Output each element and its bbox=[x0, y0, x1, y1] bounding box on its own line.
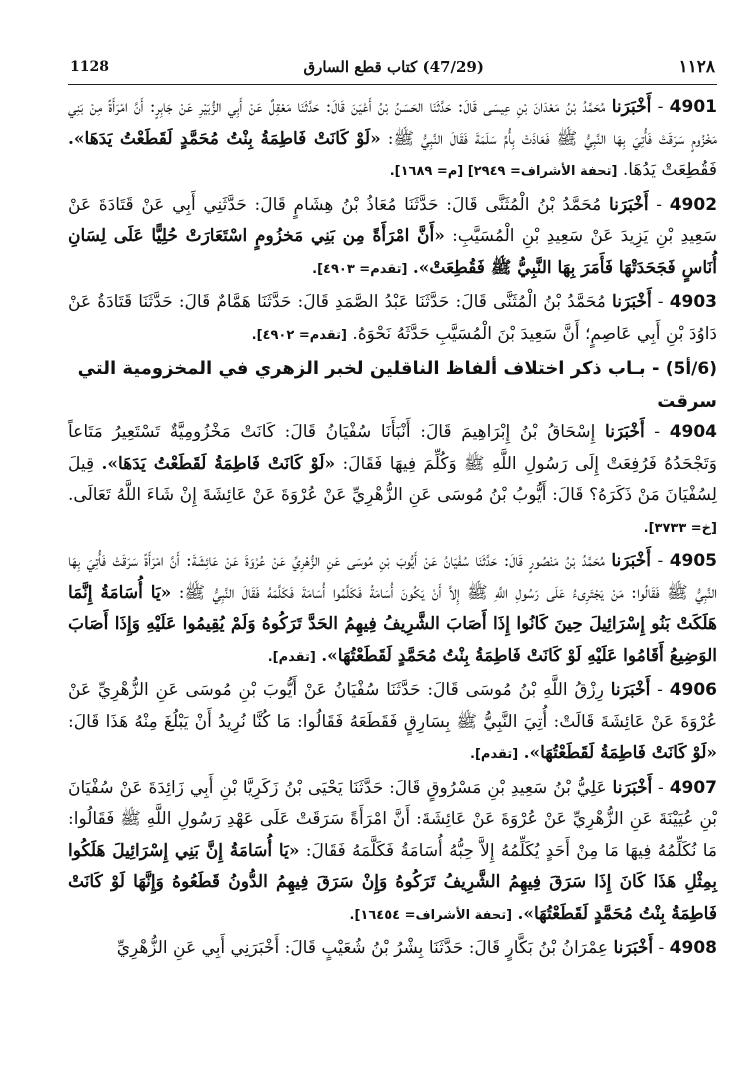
akhbarana-word: أَخْبَرَنا bbox=[611, 551, 652, 571]
hadith-reference: [تقدم]. bbox=[267, 649, 316, 665]
hadith-number: 4907 bbox=[669, 777, 718, 798]
hadith-entry: 4902 - أَخْبَرَنا مُحَمَّدُ بْنُ الْمُثَنَّى قَالَ: حَدَّثَنَا مُعَاذُ بْنُ هِشَامٍ قَالَ: حَدَّثَنِي أَبِي عَنْ قَتَادَةَ عَنْ سَعِيدِ بْنِ يَزِيدَ عَنْ سَعِيدِ بْنِ الْمُسَيَّبِ: «أَنَّ امْرَأَةً مِن بَنِي مَخزُومٍ اسْتَعَارَتْ حُلِيًّا عَلَى لِسَانِ أُنَاسٍ فَجَحَدَتْهَا فَأَمَرَ بِهَا النَّبِيُّ ﷺ فَقُطِعَتْ». [تقدم= ٤٩٠٣]. bbox=[68, 194, 718, 278]
hadith-quote: «لَوْ كَانَتْ فَاطِمَةُ لَقَطَعْتُ يَدَهَا». bbox=[101, 453, 336, 474]
hadith-text: مُحَمَّدُ بْنُ الْمُثَنَّى قَالَ: حَدَّثَنَا مُعَاذُ بْنُ هِشَامٍ قَالَ: حَدَّثَنِي أَبِي عَنْ قَتَادَةَ عَنْ سَعِيدِ بْنِ يَزِيدَ عَنْ سَعِيدِ بْنِ الْمُسَيَّبِ: bbox=[68, 194, 717, 246]
hadith-tail: فَقُطِعَتْ يَدُهَا. bbox=[622, 160, 717, 180]
hadith-entry: 4907 - أَخْبَرَنا عَلِيُّ بْنُ سَعِيدِ بْنِ مَسْرُوقٍ قَالَ: حَدَّثَنَا يَحْيَى بْنُ زَكَرِيَّا بْنِ أَبِي زَائِدَةَ عَنْ سُفْيَانَ بْنِ عُيَيْنَةَ عَنِ الزُّهْرِيِّ عَنْ عُرْوَةَ عَنْ عَائِشَةَ: أَنَّ امْرَأَةً سَرَقَتْ عَلَى عَهْدِ رَسُولِ اللَّهِ ﷺ فَقَالُوا: مَا نُكَلِّمُهُ فِيهَا مَا مِنْ أَحَدٍ يُكَلِّمُهُ إِلاَّ حِبُّهُ أُسَامَةُ فَكَلَّمَهُ فَقَالَ: «يَا أُسَامَةُ إِنَّ بَنِي إِسْرَائِيلَ هَلَكُوا بِمِثْلِ هَذَا كَانَ إِذَا سَرَقَ فِيهِمُ الشَّرِيفُ تَرَكُوهُ وَإِنْ سَرَقَ فِيهِمُ الدُّونُ قَطَعُوهُ وَإِنَّهَا لَوْ كَانَتْ فَاطِمَةُ بِنْتُ مُحَمَّدٍ لَقَطَعْتُهَا». [تحفة الأشراف= ١٦٤٥٤]. bbox=[68, 777, 718, 924]
chapter-heading bbox=[68, 353, 717, 417]
hadith-quote: «يَا أُسَامَةُ إِنَّ بَنِي إِسْرَائِيلَ هَلَكُوا بِمِثْلِ هَذَا كَانَ إِذَا سَرَقَ فِيهِمُ الشَّرِيفُ تَرَكُوهُ وَإِنْ سَرَقَ فِيهِمُ الدُّونُ قَطَعُوهُ وَإِنَّهَا لَوْ كَانَتْ فَاطِمَةُ بِنْتُ مُحَمَّدٍ لَقَطَعْتُهَا». bbox=[68, 840, 717, 924]
hadith-reference: [تقدم]. bbox=[470, 747, 519, 762]
hadith-tail: قِيلَ لِسُفْيَانَ مَنْ ذَكَرَهُ؟ قَالَ: أَيُّوبُ بْنُ مُوسَى عَنِ الزُّهْرِيِّ عَنْ عُرْوَةَ عَنْ عَائِشَةَ إِنْ شَاءَ اللَّهُ تَعَالَى. bbox=[68, 453, 717, 505]
akhbarana-word: أَخْبَرَنا bbox=[612, 292, 652, 312]
hadith-text: عِمْرَانُ بْنُ بَكَّارٍ قَالَ: حَدَّثَنَا بِشْرُ بْنُ شُعَيْبٍ قَالَ: أَخْبَرَنِي أَبِي عَنِ الزُّهْرِيِّ bbox=[116, 938, 609, 958]
page-number-arabic: ١١٢٨ bbox=[678, 57, 715, 77]
hadith-text: إِسْحَاقُ بْنُ إِبْرَاهِيمَ قَالَ: أَنْبَأَنَا سُفْيَانُ قَالَ: كَانَتْ مَخْزُومِيَّةٌ تَسْتَعِيرُ مَتَاعاً وَتَجْحَدُهُ فَرُفِعَتْ إِلَى رَسُولِ اللَّهِ ﷺ وَكُلِّمَ فِيهَا فَقَالَ: bbox=[68, 422, 717, 474]
akhbarana-word: أَخْبَرَنا bbox=[610, 680, 651, 700]
hadith-reference: [تقدم= ٤٩٠٢]. bbox=[251, 327, 347, 343]
hadith-reference: [خ= ٣٧٣٣]. bbox=[643, 520, 717, 536]
hadith-reference: [تحفة الأشراف= ٢٩٤٩] [م= ١٦٨٩]. bbox=[389, 164, 618, 179]
akhbarana-word: أَخْبَرَنا bbox=[608, 194, 649, 215]
chapter-title: - بـاب ذكر اختلاف ألفاظ الناقلين لخبر الزهري في المخزومية التي سرقت bbox=[77, 358, 717, 412]
akhbarana-word: أَخْبَرَنا bbox=[611, 97, 652, 117]
akhbarana-word: أَخْبَرَنا bbox=[605, 422, 645, 442]
hadith-number: 4906 bbox=[669, 680, 718, 700]
hadith-quote: «أَنَّ امْرَأَةً مِن بَنِي مَخزُومٍ اسْتَعَارَتْ حُلِيًّا عَلَى لِسَانِ أُنَاسٍ فَجَحَدَتْهَا فَأَمَرَ بِهَا النَّبِيُّ ﷺ فَقُطِعَتْ». bbox=[68, 226, 717, 278]
page-number-latin: 1128 bbox=[70, 59, 109, 75]
hadith-reference: [تحفة الأشراف= ١٦٤٥٤]. bbox=[349, 907, 513, 923]
hadith-entry: 4906 - أَخْبَرَنا رِزْقُ اللَّهِ بْنُ مُوسَى قَالَ: حَدَّثَنَا سُفْيَانُ عَنْ أَيُّوبَ بْنِ مُوسَى عَنِ الزُّهْرِيِّ عَنْ عُرْوَةَ عَنْ عَائِشَةَ قَالَتْ: أُتِيَ النَّبِيُّ ﷺ بِسَارِقٍ فَقَطَعَهُ فَقَالُوا: مَا كُنَّا نُرِيدُ أَنْ يَبْلُغَ مِنْهُ هَذَا قَالَ: «لَوْ كَانَتْ فَاطِمَةُ لَقَطَعْتُهَا». [تقدم]. bbox=[68, 680, 718, 763]
hadith-quote: «يَا أُسَامَةُ إِنَّمَا هَلَكَتْ بَنُو إِسْرَائِيلَ حِينَ كَانُوا إِذَا أَصَابَ الشَّرِيفُ فِيهِمُ الحَدَّ تَرَكُوهُ وَلَمْ يُقِيمُوا عَلَيْهِ وَإِذَا أَصَابَ الوَضِيعُ أَقَامُوا عَلَيْهِ لَوْ كَانَتْ فَاطِمَةُ بِنْتُ مُحَمَّدٍ لَقَطَعْتُهَا». bbox=[68, 582, 717, 666]
hadith-text: رِزْقُ اللَّهِ بْنُ مُوسَى قَالَ: حَدَّثَنَا سُفْيَانُ عَنْ أَيُّوبَ بْنِ مُوسَى عَنِ الزُّهْرِيِّ عَنْ عُرْوَةَ عَنْ عَائِشَةَ قَالَتْ: أُتِيَ النَّبِيُّ ﷺ بِسَارِقٍ فَقَطَعَهُ فَقَالُوا: مَا كُنَّا نُرِيدُ أَنْ يَبْلُغَ مِنْهُ هَذَا قَالَ: bbox=[68, 680, 717, 732]
hadith-entry: 4901 - أَخْبَرَنا مُحَمَّدُ بْنُ مَعْدَانَ بْنِ عِيسَى قَالَ: حَدَّثَنَا الحَسَنُ بْنُ أَعْيَنَ قَالَ: حَدَّثَنَا مَعْقِلٌ عَنْ أَبِي الزُّبَيْرِ عَنْ جَابِرٍ: أَنَّ امْرَأَةً مِنْ بَنِي مَخْزُومٍ سَرَقَتْ فَأُتِيَ بِهَا النَّبِيُّ ﷺ فَعَاذَتْ بِأُمِّ سَلَمَةَ فَقَالَ النَّبِيُّ ﷺ: «لَوْ كَانَتْ فَاطِمَةُ بِنْتُ مُحَمَّدٍ لَقَطَعْتُ يَدَهَا». فَقُطِعَتْ يَدُهَا. [تحفة الأشراف= ٢٩٤٩] [م= ١٦٨٩]. bbox=[68, 97, 718, 180]
header-rule bbox=[68, 84, 717, 85]
chapter-reference: (6/أ5) bbox=[665, 359, 717, 379]
hadith-number: 4908 bbox=[669, 938, 717, 958]
hadith-quote: «لَوْ كَانَتْ فَاطِمَةُ بِنْتُ مُحَمَّدٍ لَقَطَعْتُ يَدَهَا». bbox=[68, 128, 381, 149]
book-title: (47/29) كتاب قطع السارق bbox=[303, 58, 484, 76]
hadith-number: 4901 bbox=[669, 97, 717, 117]
hadith-number: 4905 bbox=[669, 551, 718, 571]
hadith-text: مُحَمَّدُ بْنُ مَنْصُورٍ قَالَ: حَدَّثَنَا سُفْيَانُ عَنْ أَيُّوبَ بْنِ مُوسَى عَنِ الزُّهْرِيِّ عَنْ عُرْوَةَ عَنْ عَائِشَةَ: أَنَّ امْرَأَةً سَرَقَتْ فَأُتِيَ بِهَا النَّبِيُّ ﷺ فَقَالُوا: مَنْ يَجْتَرِىءُ عَلَى رَسُولِ اللَّهِ ﷺ إِلاَّ أَنْ يَكُونَ أُسَامَةُ فَكَلَّمُوا أُسَامَةَ فَكَلَّمَهُ فَقَالَ النَّبِيُّ ﷺ: bbox=[68, 551, 718, 603]
page-body bbox=[68, 92, 717, 965]
hadith-text: عَلِيُّ بْنُ سَعِيدِ بْنِ مَسْرُوقٍ قَالَ: حَدَّثَنَا يَحْيَى بْنُ زَكَرِيَّا بْنِ أَبِي زَائِدَةَ عَنْ سُفْيَانَ بْنِ عُيَيْنَةَ عَنِ الزُّهْرِيِّ عَنْ عُرْوَةَ عَنْ عَائِشَةَ: أَنَّ امْرَأَةً سَرَقَتْ عَلَى عَهْدِ رَسُولِ اللَّهِ ﷺ فَقَالُوا: مَا نُكَلِّمُهُ فِيهَا مَا مِنْ أَحَدٍ يُكَلِّمُهُ إِلاَّ حِبُّهُ أُسَامَةُ فَكَلَّمَهُ فَقَالَ: bbox=[68, 777, 717, 861]
hadith-number: 4904 bbox=[669, 422, 718, 442]
hadith-quote: «لَوْ كَانَتْ فَاطِمَةُ لَقَطَعْتُهَا». bbox=[523, 743, 717, 763]
hadith-number: 4902 bbox=[669, 194, 718, 215]
hadith-entry: 4908 - أَخْبَرَنا عِمْرَانُ بْنُ بَكَّارٍ قَالَ: حَدَّثَنَا بِشْرُ بْنُ شُعَيْبٍ قَالَ: أَخْبَرَنِي أَبِي عَنِ الزُّهْرِيِّ bbox=[116, 938, 717, 958]
hadith-entry: 4903 - أَخْبَرَنا مُحَمَّدُ بْنُ الْمُثَنَّى قَالَ: حَدَّثَنَا عَبْدُ الصَّمَدِ قَالَ: حَدَّثَنَا هَمَّامٌ قَالَ: حَدَّثَنَا قَتَادَةُ عَنْ دَاوُدَ بْنِ أَبِي عَاصِمٍ؛ أَنَّ سَعِيدَ بْنَ الْمُسَيَّبِ حَدَّثَهُ نَحْوَهُ. [تقدم= ٤٩٠٢]. bbox=[68, 292, 718, 344]
hadith-entry: 4904 - أَخْبَرَنا إِسْحَاقُ بْنُ إِبْرَاهِيمَ قَالَ: أَنْبَأَنَا سُفْيَانُ قَالَ: كَانَتْ مَخْزُومِيَّةٌ تَسْتَعِيرُ مَتَاعاً وَتَجْحَدُهُ فَرُفِعَتْ إِلَى رَسُولِ اللَّهِ ﷺ وَكُلِّمَ فِيهَا فَقَالَ: «لَوْ كَانَتْ فَاطِمَةُ لَقَطَعْتُ يَدَهَا». قِيلَ لِسُفْيَانَ مَنْ ذَكَرَهُ؟ قَالَ: أَيُّوبُ بْنُ مُوسَى عَنِ الزُّهْرِيِّ عَنْ عُرْوَةَ عَنْ عَائِشَةَ إِنْ شَاءَ اللَّهُ تَعَالَى. [خ= ٣٧٣٣]. bbox=[68, 422, 718, 536]
akhbarana-word: أَخْبَرَنا bbox=[613, 938, 654, 958]
hadith-reference: [تقدم= ٤٩٠٣]. bbox=[312, 261, 408, 277]
hadith-number: 4903 bbox=[669, 292, 718, 312]
akhbarana-word: أَخْبَرَنا bbox=[612, 777, 653, 798]
hadith-text: مُحَمَّدُ بْنُ مَعْدَانَ بْنِ عِيسَى قَالَ: حَدَّثَنَا الحَسَنُ بْنُ أَعْيَنَ قَالَ: حَدَّثَنَا مَعْقِلٌ عَنْ أَبِي الزُّبَيْرِ عَنْ جَابِرٍ: أَنَّ امْرَأَةً مِنْ بَنِي مَخْزُومٍ سَرَقَتْ فَأُتِيَ بِهَا النَّبِيُّ ﷺ فَعَاذَتْ بِأُمِّ سَلَمَةَ فَقَالَ النَّبِيُّ ﷺ: bbox=[68, 97, 718, 149]
page-header bbox=[70, 52, 715, 82]
hadith-text: مُحَمَّدُ بْنُ الْمُثَنَّى قَالَ: حَدَّثَنَا عَبْدُ الصَّمَدِ قَالَ: حَدَّثَنَا هَمَّامٌ قَالَ: حَدَّثَنَا قَتَادَةُ عَنْ دَاوُدَ بْنِ أَبِي عَاصِمٍ؛ أَنَّ سَعِيدَ بْنَ الْمُسَيَّبِ حَدَّثَهُ نَحْوَهُ. bbox=[68, 292, 717, 344]
hadith-entry: 4905 - أَخْبَرَنا مُحَمَّدُ بْنُ مَنْصُورٍ قَالَ: حَدَّثَنَا سُفْيَانُ عَنْ أَيُّوبَ بْنِ مُوسَى عَنِ الزُّهْرِيِّ عَنْ عُرْوَةَ عَنْ عَائِشَةَ: أَنَّ امْرَأَةً سَرَقَتْ فَأُتِيَ بِهَا النَّبِيُّ ﷺ فَقَالُوا: مَنْ يَجْتَرِىءُ عَلَى رَسُولِ اللَّهِ ﷺ إِلاَّ أَنْ يَكُونَ أُسَامَةُ فَكَلَّمُوا أُسَامَةَ فَكَلَّمَهُ فَقَالَ النَّبِيُّ ﷺ: «يَا أُسَامَةُ إِنَّمَا هَلَكَتْ بَنُو إِسْرَائِيلَ حِينَ كَانُوا إِذَا أَصَابَ الشَّرِيفُ فِيهِمُ الحَدَّ تَرَكُوهُ وَلَمْ يُقِيمُوا عَلَيْهِ وَإِذَا أَصَابَ الوَضِيعُ أَقَامُوا عَلَيْهِ لَوْ كَانَتْ فَاطِمَةُ بِنْتُ مُحَمَّدٍ لَقَطَعْتُهَا». [تقدم]. bbox=[68, 551, 718, 666]
